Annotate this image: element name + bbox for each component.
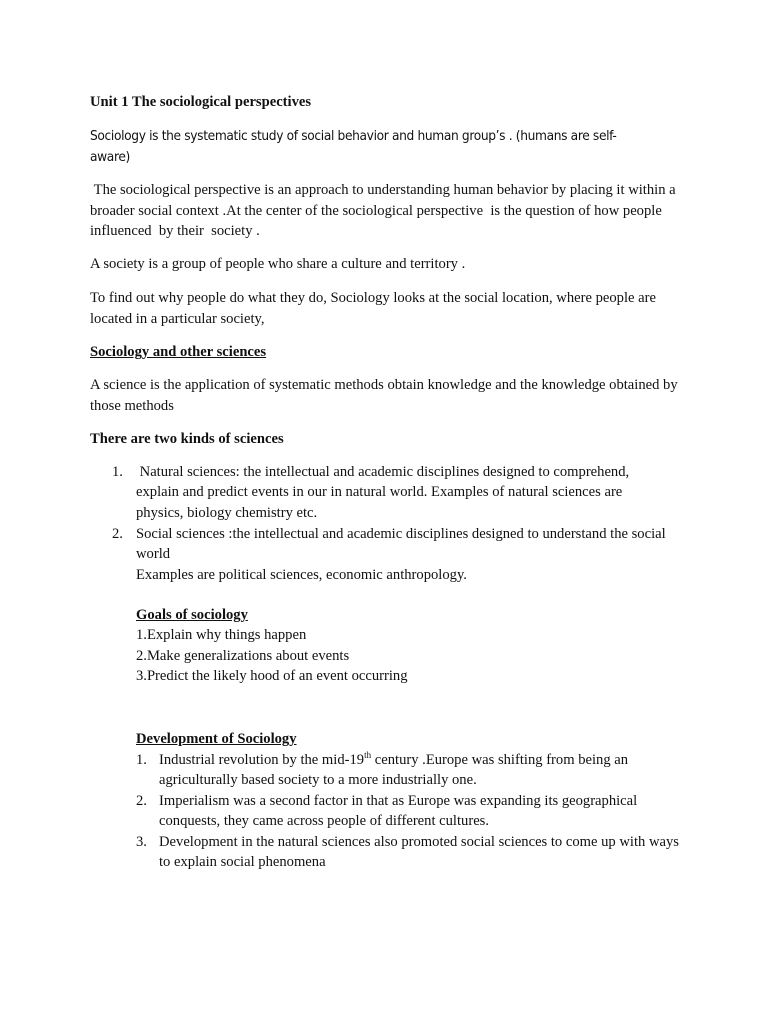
list-item-text: Imperialism was a second factor in that as Europe was expanding its geographical conquests, they came across people of different cultures. — [159, 793, 638, 830]
goals-section — [136, 605, 690, 686]
list-item-text-end: century .Europe was shifting from being an agriculturally based society to a more industrially one. — [159, 752, 632, 789]
paragraph-sociology-definition-line-1: Sociology is the systematic study of social behavior and human group’s . (humans are self- — [90, 128, 617, 144]
goal-item: 3.Predict the likely hood of an event occurring — [136, 667, 408, 684]
list-item-number: 2. — [136, 793, 147, 809]
list-item-text: Development in the natural sciences also promoted social sciences to come up with ways to explain social phenomena — [159, 834, 679, 871]
paragraph-sociological-perspective: The sociological perspective is an approach to understanding human behavior by placing it within a broader social context .At the center of the sociological perspective is the question of how people influenced by their society . — [90, 182, 680, 239]
paragraph-social-location: To find out why people do what they do, Sociology looks at the social location, where people are located in a particular society, — [90, 290, 656, 327]
heading-sociology-and-other-sciences: Sociology and other sciences — [90, 344, 267, 360]
document-title: Unit 1 The sociological perspectives — [90, 94, 312, 110]
list-item-number: 1. — [136, 752, 147, 768]
list-item-number: 3. — [136, 834, 147, 850]
goal-item: 2.Make generalizations about events — [136, 647, 350, 664]
list-item-number: 2. — [112, 526, 123, 542]
list-item-text — [159, 750, 679, 791]
goal-item: 1.Explain why things happen — [136, 627, 307, 644]
document-body — [90, 0, 690, 1024]
list-item-examples: Examples are political sciences, economic anthropology. — [136, 566, 467, 583]
heading-two-kinds-of-sciences: There are two kinds of sciences — [90, 431, 284, 447]
list-item-number: 1. — [112, 464, 123, 480]
paragraph-sociology-definition-line-2: aware) — [90, 149, 130, 165]
paragraph-society-definition: A society is a group of people who share a culture and territory . — [90, 256, 466, 272]
list-item-text: Natural sciences: the intellectual and academic disciplines designed to comprehend, explain and predict events in our in natural world. Examples of natural sciences are physics, biology chemistry etc. — [136, 464, 633, 521]
paragraph-sociology-definition — [90, 126, 690, 168]
list-item-text: Social sciences :the intellectual and academic disciplines designed to understand the social world — [136, 526, 666, 563]
list-item-body — [136, 524, 666, 585]
superscript-th: th — [364, 750, 372, 760]
list-item-text-start: Industrial revolution by the mid-19 — [159, 752, 365, 768]
heading-goals-of-sociology: Goals of sociology — [136, 607, 248, 623]
paragraph-science-definition: A science is the application of systematic methods obtain knowledge and the knowledge obtained by those methods — [90, 377, 678, 414]
heading-development-of-sociology: Development of Sociology — [136, 731, 297, 747]
